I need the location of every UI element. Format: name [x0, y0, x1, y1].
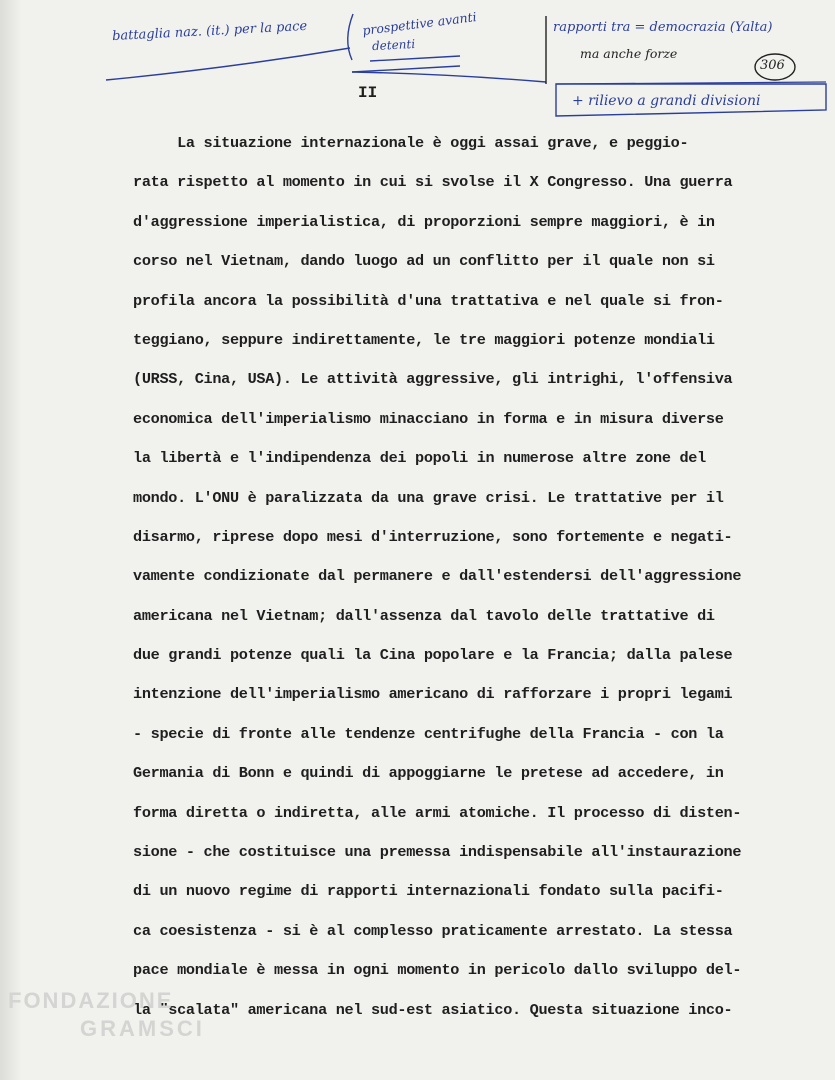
archive-watermark: [8, 988, 205, 1042]
typed-line: rata rispetto al momento in cui si svolse il X Congresso. Una guerra: [133, 173, 733, 192]
connector-stroke: [352, 72, 546, 82]
typed-line: la libertà e l'indipendenza dei popoli in numerose altre zone del: [133, 449, 706, 468]
handwritten-strokes: [0, 0, 835, 140]
typed-body: [133, 132, 823, 1038]
typed-line: la "scalata" americana nel sud-est asiatico. Questa situazione inco-: [133, 1000, 733, 1019]
watermark-line-2: GRAMSCI: [80, 1016, 205, 1041]
page-number-circle: [755, 54, 795, 80]
typed-line: disarmo, riprese dopo mesi d'interruzione, sono fortemente e negati-: [133, 527, 733, 546]
handwritten-note-middle-1: prospettive avanti: [361, 9, 478, 38]
typed-line: d'aggressione imperialistica, di proporzioni sempre maggiori, è in: [133, 212, 715, 231]
typed-line: (URSS, Cina, USA). Le attività aggressive, gli intrighi, l'offensiva: [133, 370, 733, 389]
box-stroke: [556, 84, 826, 116]
typed-line: Germania di Bonn e quindi di appoggiarne le pretese ad accedere, in: [133, 764, 724, 783]
typed-line: intenzione dell'imperialismo americano di rafforzare i propri legami: [133, 685, 733, 704]
typed-line: corso nel Vietnam, dando luogo ad un conflitto per il quale non si: [133, 252, 715, 271]
typed-line: economica dell'imperialismo minacciano in forma e in misura diverse: [133, 409, 724, 428]
typed-line: sione - che costituisce una premessa indispensabile all'instaurazione: [133, 843, 742, 862]
bracket-stroke: [348, 14, 353, 60]
handwritten-note-right-1: rapporti tra = democrazia (Yalta): [553, 20, 773, 35]
typed-line: americana nel Vietnam; dall'assenza dal tavolo delle trattative di: [133, 606, 715, 625]
handwritten-note-middle-2: detenti: [371, 36, 416, 54]
page-fold-shadow: [0, 0, 22, 1080]
typed-line: La situazione internazionale è oggi assai grave, e peggio-: [133, 134, 689, 152]
section-number: II: [358, 84, 378, 102]
typed-line: teggiano, seppure indirettamente, le tre maggiori potenze mondiali: [133, 330, 715, 349]
typed-line: vamente condizionate dal permanere e dall'estendersi dell'aggressione: [133, 567, 742, 586]
handwritten-note-left: battaglia naz. (it.) per la pace: [111, 18, 308, 45]
typed-line: profila ancora la possibilità d'una trattativa e nel quale si fron-: [133, 291, 724, 310]
typed-line: di un nuovo regime di rapporti internazionali fondato sulla pacifi-: [133, 882, 724, 901]
watermark-line-1: FONDAZIONE: [8, 988, 174, 1013]
handwritten-page-number: 306: [760, 58, 785, 73]
handwritten-note-bottom: + rilievo a grandi divisioni: [572, 93, 761, 109]
underline-stroke: [352, 66, 460, 72]
typed-line: ca coesistenza - si è al complesso praticamente arrestato. La stessa: [133, 921, 733, 940]
typed-line: mondo. L'ONU è paralizzata da una grave crisi. Le trattative per il: [133, 488, 724, 507]
typed-line: - specie di fronte alle tendenze centrifughe della Francia - con la: [133, 724, 724, 743]
typed-line: due grandi potenze quali la Cina popolare e la Francia; dalla palese: [133, 646, 733, 665]
handwritten-note-right-2: ma anche forze: [580, 46, 678, 61]
typed-line: forma diretta o indiretta, alle armi atomiche. Il processo di disten-: [133, 803, 742, 822]
typed-line: pace mondiale è messa in ogni momento in pericolo dallo sviluppo del-: [133, 961, 742, 980]
underline-stroke: [370, 56, 460, 61]
underline-stroke: [106, 48, 350, 80]
